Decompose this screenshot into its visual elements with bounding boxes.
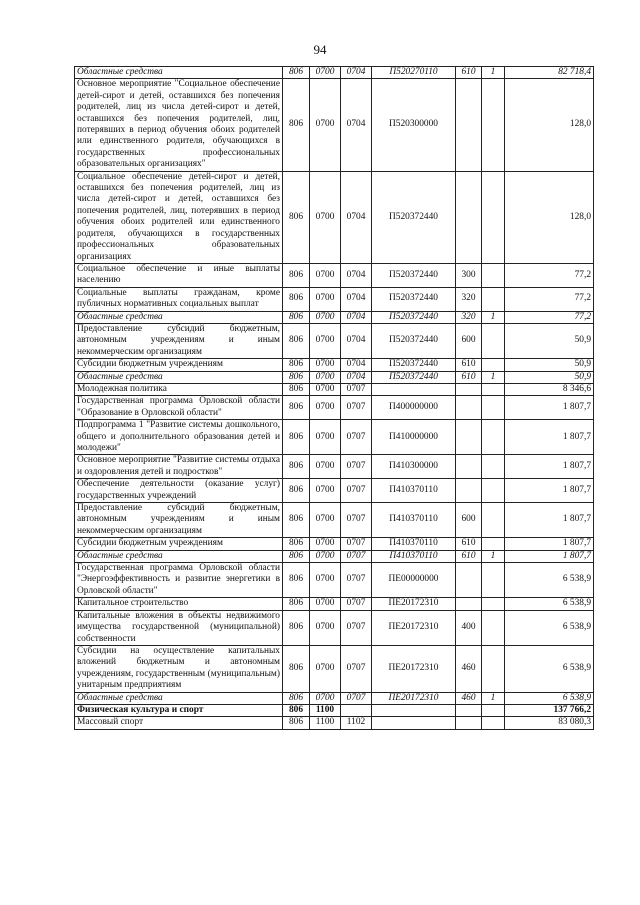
amount-cell: 50,9 <box>505 359 594 371</box>
grbs-code-cell: 806 <box>283 311 310 323</box>
subsection-code-cell: 0707 <box>341 479 372 503</box>
target-article-cell: П400000000 <box>372 396 456 420</box>
section-code-cell: 0700 <box>310 692 341 704</box>
table-row <box>75 67 594 79</box>
funding-source-cell <box>482 704 505 716</box>
section-code-cell: 0700 <box>310 287 341 311</box>
row-name-cell: Субсидии бюджетным учреждениям <box>75 538 283 550</box>
funding-source-cell <box>482 503 505 538</box>
grbs-code-cell: 806 <box>283 692 310 704</box>
expense-type-cell <box>456 479 482 503</box>
funding-source-cell: 1 <box>482 311 505 323</box>
subsection-code-cell: 1102 <box>341 717 372 729</box>
target-article-cell: П520372440 <box>372 359 456 371</box>
row-name-cell: Предоставление субсидий бюджетным, автономным учреждениям и иным некоммерческим организациям <box>75 503 283 538</box>
row-name-cell: Капитальное строительство <box>75 598 283 610</box>
funding-source-cell <box>482 598 505 610</box>
expense-type-cell: 610 <box>456 538 482 550</box>
grbs-code-cell: 806 <box>283 371 310 383</box>
subsection-code-cell: 0707 <box>341 598 372 610</box>
grbs-code-cell: 806 <box>283 717 310 729</box>
section-code-cell: 0700 <box>310 610 341 645</box>
subsection-code-cell: 0704 <box>341 263 372 287</box>
table-row <box>75 311 594 323</box>
target-article-cell: П520372440 <box>372 287 456 311</box>
table-row <box>75 396 594 420</box>
section-code-cell: 0700 <box>310 263 341 287</box>
table-row <box>75 420 594 455</box>
target-article-cell: П520372440 <box>372 371 456 383</box>
target-article-cell: П410370110 <box>372 479 456 503</box>
expense-type-cell <box>456 383 482 395</box>
row-name-cell: Основное мероприятие "Развитие системы отдыха и оздоровления детей и подростков" <box>75 455 283 479</box>
funding-source-cell <box>482 420 505 455</box>
row-name-cell: Социальное обеспечение детей-сирот и детей, оставшихся без попечения родителей, лиц из числа детей-сирот и детей, оставшихся без попечения родителей, лиц, потерявших в период обучения обоих родителей или единственного родителя, обучающихся в государственных профессиональных образовательных организациях <box>75 171 283 263</box>
row-name-cell: Государственная программа Орловской области "Образование в Орловской области" <box>75 396 283 420</box>
target-article-cell: П410000000 <box>372 420 456 455</box>
subsection-code-cell: 0704 <box>341 79 372 171</box>
funding-source-cell: 1 <box>482 371 505 383</box>
subsection-code-cell: 0704 <box>341 359 372 371</box>
target-article-cell: П520372440 <box>372 263 456 287</box>
table-row <box>75 610 594 645</box>
page-number: 94 <box>313 42 327 57</box>
row-name-cell: Социальные выплаты гражданам, кроме публичных нормативных социальных выплат <box>75 287 283 311</box>
subsection-code-cell: 0707 <box>341 645 372 692</box>
table-row <box>75 371 594 383</box>
grbs-code-cell: 806 <box>283 383 310 395</box>
target-article-cell: П520300000 <box>372 79 456 171</box>
table-row <box>75 323 594 358</box>
grbs-code-cell: 806 <box>283 479 310 503</box>
grbs-code-cell: 806 <box>283 610 310 645</box>
row-name-cell: Основное мероприятие "Социальное обеспечение детей-сирот и детей, оставшихся без попечения родителей, лиц из числа детей-сирот и детей, оставшихся без попечения родителей, лиц, потерявших в период обучения обоих родителей или единственного родителя, обучающихся в государственных профессиональных образовательных организациях" <box>75 79 283 171</box>
row-name-cell: Капитальные вложения в объекты недвижимого имущества государственной (муниципальной) собственности <box>75 610 283 645</box>
expense-type-cell: 610 <box>456 359 482 371</box>
expense-type-cell <box>456 563 482 598</box>
row-name-cell: Подпрограмма 1 "Развитие системы дошкольного, общего и дополнительного образования детей и молодежи" <box>75 420 283 455</box>
expense-type-cell: 600 <box>456 503 482 538</box>
funding-source-cell <box>482 287 505 311</box>
amount-cell: 6 538,9 <box>505 692 594 704</box>
section-code-cell: 0700 <box>310 503 341 538</box>
target-article-cell: П520270110 <box>372 67 456 79</box>
grbs-code-cell: 806 <box>283 503 310 538</box>
target-article-cell: П410370110 <box>372 503 456 538</box>
amount-cell: 6 538,9 <box>505 598 594 610</box>
amount-cell: 50,9 <box>505 323 594 358</box>
grbs-code-cell: 806 <box>283 79 310 171</box>
target-article-cell: П410370110 <box>372 550 456 562</box>
grbs-code-cell: 806 <box>283 704 310 716</box>
grbs-code-cell: 806 <box>283 420 310 455</box>
expense-type-cell <box>456 704 482 716</box>
funding-source-cell <box>482 263 505 287</box>
target-article-cell: ПЕ20172310 <box>372 598 456 610</box>
section-code-cell: 0700 <box>310 563 341 598</box>
table-row <box>75 598 594 610</box>
amount-cell: 1 807,7 <box>505 420 594 455</box>
funding-source-cell <box>482 538 505 550</box>
expense-type-cell <box>456 79 482 171</box>
funding-source-cell <box>482 359 505 371</box>
funding-source-cell <box>482 79 505 171</box>
table-body <box>75 67 594 730</box>
table-row <box>75 171 594 263</box>
expense-type-cell: 610 <box>456 371 482 383</box>
target-article-cell: П520372440 <box>372 171 456 263</box>
section-code-cell: 0700 <box>310 79 341 171</box>
section-code-cell: 0700 <box>310 598 341 610</box>
section-code-cell: 0700 <box>310 479 341 503</box>
amount-cell: 1 807,7 <box>505 396 594 420</box>
row-name-cell: Субсидии на осуществление капитальных вложений бюджетным и автономным учреждениям, государственным (муниципальным) унитарным предприятиям <box>75 645 283 692</box>
funding-source-cell <box>482 479 505 503</box>
expense-type-cell: 460 <box>456 645 482 692</box>
amount-cell: 50,9 <box>505 371 594 383</box>
funding-source-cell <box>482 563 505 598</box>
section-code-cell: 0700 <box>310 371 341 383</box>
grbs-code-cell: 806 <box>283 455 310 479</box>
amount-cell: 1 807,7 <box>505 455 594 479</box>
amount-cell: 137 766,2 <box>505 704 594 716</box>
subsection-code-cell: 0707 <box>341 383 372 395</box>
amount-cell: 1 807,7 <box>505 479 594 503</box>
grbs-code-cell: 806 <box>283 396 310 420</box>
grbs-code-cell: 806 <box>283 323 310 358</box>
subsection-code-cell: 0704 <box>341 311 372 323</box>
section-code-cell: 0700 <box>310 383 341 395</box>
row-name-cell: Обеспечение деятельности (оказание услуг) государственных учреждений <box>75 479 283 503</box>
table-row <box>75 79 594 171</box>
row-name-cell: Физическая культура и спорт <box>75 704 283 716</box>
target-article-cell <box>372 383 456 395</box>
amount-cell: 82 718,4 <box>505 67 594 79</box>
table-row <box>75 704 594 716</box>
grbs-code-cell: 806 <box>283 287 310 311</box>
amount-cell: 1 807,7 <box>505 550 594 562</box>
subsection-code-cell: 0707 <box>341 396 372 420</box>
funding-source-cell <box>482 323 505 358</box>
budget-table <box>74 66 594 730</box>
funding-source-cell <box>482 717 505 729</box>
amount-cell: 6 538,9 <box>505 563 594 598</box>
section-code-cell: 0700 <box>310 455 341 479</box>
row-name-cell: Молодежная политика <box>75 383 283 395</box>
subsection-code-cell: 0707 <box>341 503 372 538</box>
funding-source-cell <box>482 455 505 479</box>
target-article-cell: ПЕ20172310 <box>372 610 456 645</box>
target-article-cell: ПЕ00000000 <box>372 563 456 598</box>
funding-source-cell <box>482 645 505 692</box>
section-code-cell: 0700 <box>310 67 341 79</box>
subsection-code-cell: 0707 <box>341 420 372 455</box>
section-code-cell: 0700 <box>310 420 341 455</box>
row-name-cell: Массовый спорт <box>75 717 283 729</box>
target-article-cell: ПЕ20172310 <box>372 645 456 692</box>
subsection-code-cell: 0707 <box>341 455 372 479</box>
amount-cell: 8 346,6 <box>505 383 594 395</box>
section-code-cell: 0700 <box>310 550 341 562</box>
grbs-code-cell: 806 <box>283 263 310 287</box>
row-name-cell: Государственная программа Орловской области "Энергоэффективность и развитие энергетики в Орловской области" <box>75 563 283 598</box>
row-name-cell: Областные средства <box>75 67 283 79</box>
table-row <box>75 503 594 538</box>
section-code-cell: 0700 <box>310 538 341 550</box>
expense-type-cell: 320 <box>456 287 482 311</box>
row-name-cell: Социальное обеспечение и иные выплаты населению <box>75 263 283 287</box>
grbs-code-cell: 806 <box>283 538 310 550</box>
amount-cell: 6 538,9 <box>505 610 594 645</box>
amount-cell: 83 080,3 <box>505 717 594 729</box>
funding-source-cell: 1 <box>482 67 505 79</box>
amount-cell: 6 538,9 <box>505 645 594 692</box>
subsection-code-cell: 0707 <box>341 563 372 598</box>
row-name-cell: Областные средства <box>75 550 283 562</box>
subsection-code-cell: 0704 <box>341 287 372 311</box>
target-article-cell: П520372440 <box>372 311 456 323</box>
target-article-cell: ПЕ20172310 <box>372 692 456 704</box>
subsection-code-cell: 0707 <box>341 610 372 645</box>
grbs-code-cell: 806 <box>283 645 310 692</box>
table-row <box>75 383 594 395</box>
expense-type-cell <box>456 598 482 610</box>
table-row <box>75 692 594 704</box>
table-row <box>75 287 594 311</box>
table-row <box>75 263 594 287</box>
expense-type-cell: 610 <box>456 67 482 79</box>
table-row <box>75 538 594 550</box>
expense-type-cell <box>456 171 482 263</box>
expense-type-cell <box>456 396 482 420</box>
section-code-cell: 0700 <box>310 171 341 263</box>
table-row <box>75 455 594 479</box>
expense-type-cell <box>456 455 482 479</box>
table-row <box>75 645 594 692</box>
amount-cell: 128,0 <box>505 171 594 263</box>
target-article-cell: П410370110 <box>372 538 456 550</box>
table-row <box>75 563 594 598</box>
subsection-code-cell: 0707 <box>341 692 372 704</box>
row-name-cell: Субсидии бюджетным учреждениям <box>75 359 283 371</box>
target-article-cell <box>372 704 456 716</box>
row-name-cell: Областные средства <box>75 371 283 383</box>
funding-source-cell <box>482 610 505 645</box>
section-code-cell: 0700 <box>310 323 341 358</box>
expense-type-cell: 610 <box>456 550 482 562</box>
funding-source-cell: 1 <box>482 550 505 562</box>
section-code-cell: 0700 <box>310 645 341 692</box>
table-row <box>75 359 594 371</box>
amount-cell: 1 807,7 <box>505 503 594 538</box>
target-article-cell: П410300000 <box>372 455 456 479</box>
expense-type-cell <box>456 420 482 455</box>
expense-type-cell: 320 <box>456 311 482 323</box>
grbs-code-cell: 806 <box>283 359 310 371</box>
expense-type-cell <box>456 717 482 729</box>
section-code-cell: 0700 <box>310 359 341 371</box>
expense-type-cell: 460 <box>456 692 482 704</box>
expense-type-cell: 600 <box>456 323 482 358</box>
table-row <box>75 479 594 503</box>
target-article-cell <box>372 717 456 729</box>
subsection-code-cell: 0707 <box>341 538 372 550</box>
section-code-cell: 0700 <box>310 396 341 420</box>
grbs-code-cell: 806 <box>283 171 310 263</box>
subsection-code-cell: 0707 <box>341 550 372 562</box>
row-name-cell: Предоставление субсидий бюджетным, автономным учреждениям и иным некоммерческим организациям <box>75 323 283 358</box>
target-article-cell: П520372440 <box>372 323 456 358</box>
funding-source-cell <box>482 171 505 263</box>
row-name-cell: Областные средства <box>75 692 283 704</box>
expense-type-cell: 300 <box>456 263 482 287</box>
grbs-code-cell: 806 <box>283 67 310 79</box>
funding-source-cell <box>482 396 505 420</box>
grbs-code-cell: 806 <box>283 598 310 610</box>
table-row <box>75 717 594 729</box>
funding-source-cell <box>482 383 505 395</box>
subsection-code-cell: 0704 <box>341 371 372 383</box>
grbs-code-cell: 806 <box>283 563 310 598</box>
section-code-cell: 0700 <box>310 311 341 323</box>
section-code-cell: 1100 <box>310 717 341 729</box>
subsection-code-cell: 0704 <box>341 323 372 358</box>
amount-cell: 77,2 <box>505 287 594 311</box>
table-row <box>75 550 594 562</box>
amount-cell: 1 807,7 <box>505 538 594 550</box>
amount-cell: 128,0 <box>505 79 594 171</box>
subsection-code-cell: 0704 <box>341 171 372 263</box>
expense-type-cell: 400 <box>456 610 482 645</box>
amount-cell: 77,2 <box>505 263 594 287</box>
amount-cell: 77,2 <box>505 311 594 323</box>
grbs-code-cell: 806 <box>283 550 310 562</box>
subsection-code-cell: 0704 <box>341 67 372 79</box>
section-code-cell: 1100 <box>310 704 341 716</box>
row-name-cell: Областные средства <box>75 311 283 323</box>
funding-source-cell: 1 <box>482 692 505 704</box>
subsection-code-cell <box>341 704 372 716</box>
